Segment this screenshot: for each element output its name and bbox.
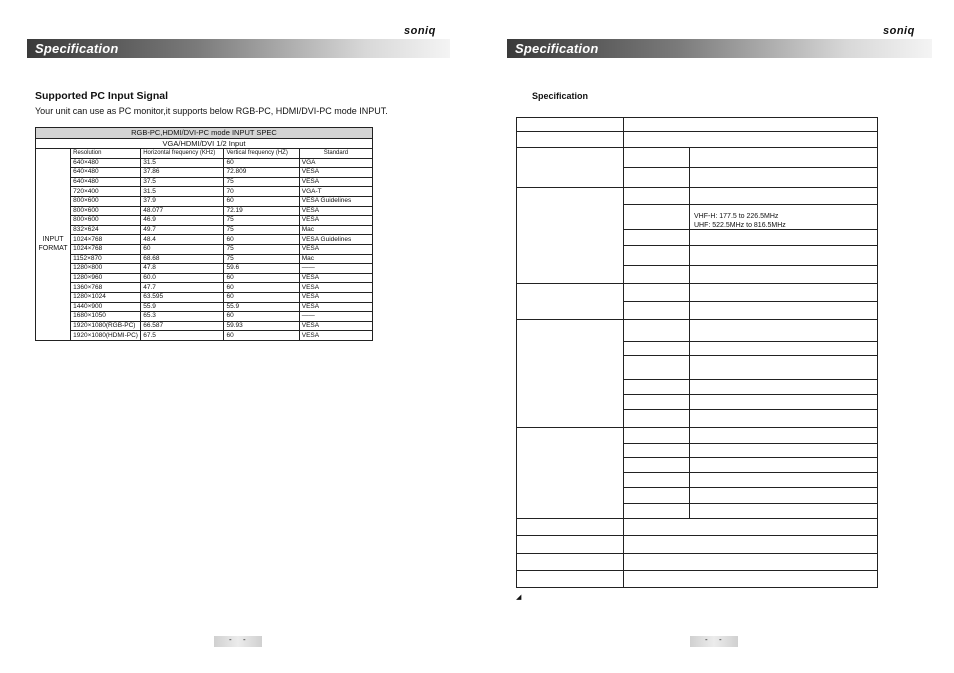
cell-vertical: 60 — [224, 196, 299, 206]
table-row — [36, 273, 373, 283]
table-row — [36, 264, 373, 274]
grid-row-line — [623, 379, 878, 380]
cell-horizontal: 37.5 — [141, 177, 224, 187]
right-page — [477, 0, 954, 673]
cell-standard: —— — [299, 264, 372, 274]
grid-row-line — [516, 147, 878, 148]
cell-resolution: 1680×1050 — [71, 312, 141, 322]
table-row — [36, 254, 373, 264]
cell-resolution: 1280×800 — [71, 264, 141, 274]
cell-horizontal: 46.9 — [141, 216, 224, 226]
intro-text: Your unit can use as PC monitor,it supports below RGB-PC, HDMI/DVI-PC mode INPUT. — [35, 106, 388, 116]
table-title: RGB-PC,HDMI/DVI-PC mode INPUT SPEC — [36, 128, 373, 139]
col-header-resolution: Resolution — [71, 149, 141, 159]
table-row — [36, 321, 373, 331]
cell-standard: Mac — [299, 254, 372, 264]
cell-vertical: 75 — [224, 254, 299, 264]
table-row — [36, 283, 373, 293]
cell-vertical: 60 — [224, 312, 299, 322]
brand-logo: soniq — [404, 25, 436, 37]
grid-row-line — [516, 570, 878, 571]
cell-vertical: 75 — [224, 225, 299, 235]
cell-vertical: 60 — [224, 331, 299, 341]
grid-row-line — [516, 518, 878, 519]
table-row — [36, 292, 373, 302]
cell-standard: —— — [299, 312, 372, 322]
section-title: Supported PC Input Signal — [35, 90, 168, 102]
table-row — [36, 168, 373, 178]
grid-row-line — [623, 167, 878, 168]
cell-vertical: 60 — [224, 235, 299, 245]
cell-standard: VESA — [299, 216, 372, 226]
cell-horizontal: 67.5 — [141, 331, 224, 341]
spec-title: Specification — [532, 91, 589, 101]
table-row — [36, 235, 373, 245]
cell-standard: VESA Guidelines — [299, 196, 372, 206]
cell-resolution: 1280×960 — [71, 273, 141, 283]
grid-row-line — [516, 535, 878, 536]
grid-row-line — [516, 131, 878, 132]
table-row — [36, 187, 373, 197]
cell-resolution: 1920×1080(RGB-PC) — [71, 321, 141, 331]
grid-row-line — [623, 355, 878, 356]
header-title: Specification — [35, 41, 119, 56]
col-header-horizontal: Horizontal frequency (KHz) — [141, 149, 224, 159]
grid-border-top — [516, 117, 878, 118]
cell-horizontal: 37.9 — [141, 196, 224, 206]
grid-row-line — [623, 487, 878, 488]
cell-vertical: 60 — [224, 292, 299, 302]
cell-standard: VESA — [299, 206, 372, 216]
grid-col-divider — [689, 187, 690, 283]
cell-vertical: 60 — [224, 273, 299, 283]
cell-vertical: 70 — [224, 187, 299, 197]
cell-standard: VESA — [299, 321, 372, 331]
cell-resolution: 1440×900 — [71, 302, 141, 312]
cell-vertical: 59.93 — [224, 321, 299, 331]
cell-standard: VESA Guidelines — [299, 235, 372, 245]
grid-col-divider — [689, 319, 690, 427]
brand-logo: soniq — [883, 25, 915, 37]
grid-row-line — [623, 443, 878, 444]
cell-horizontal: 68.68 — [141, 254, 224, 264]
table-header-row — [36, 149, 373, 159]
cell-resolution: 720×400 — [71, 187, 141, 197]
input-format-label: INPUT FORMAT — [36, 149, 71, 341]
table-row — [36, 302, 373, 312]
tuner-range-text — [694, 213, 786, 230]
cell-standard: VESA — [299, 292, 372, 302]
grid-row-line — [623, 204, 878, 205]
cell-standard: VESA — [299, 244, 372, 254]
table-row — [36, 312, 373, 322]
cell-standard: VESA — [299, 168, 372, 178]
cell-standard: VESA — [299, 302, 372, 312]
grid-row-line — [623, 472, 878, 473]
grid-row-line — [623, 409, 878, 410]
cell-resolution: 1280×1024 — [71, 292, 141, 302]
cell-horizontal: 47.8 — [141, 264, 224, 274]
page-number-dash: - — [719, 635, 722, 644]
cell-resolution: 1024×768 — [71, 235, 141, 245]
table-row — [36, 244, 373, 254]
cell-vertical: 75 — [224, 244, 299, 254]
cell-vertical: 75 — [224, 216, 299, 226]
table-row — [36, 216, 373, 226]
page-number-dash: - — [229, 635, 232, 644]
col-header-standard: Standard — [299, 149, 372, 159]
cell-horizontal: 60.0 — [141, 273, 224, 283]
page-number — [690, 636, 738, 647]
grid-row-line — [623, 341, 878, 342]
page-number — [214, 636, 262, 647]
cell-vertical: 72.809 — [224, 168, 299, 178]
grid-row-line — [516, 427, 878, 428]
table-row — [36, 206, 373, 216]
grid-row-line — [516, 319, 878, 320]
table-row — [36, 158, 373, 168]
cell-vertical: 75 — [224, 177, 299, 187]
cell-horizontal: 37.86 — [141, 168, 224, 178]
cell-horizontal: 55.9 — [141, 302, 224, 312]
cell-resolution: 1920×1080(HDMI-PC) — [71, 331, 141, 341]
input-spec-table — [35, 127, 373, 341]
cell-resolution: 1024×768 — [71, 244, 141, 254]
cell-horizontal: 49.7 — [141, 225, 224, 235]
grid-row-line — [623, 457, 878, 458]
header-title: Specification — [515, 41, 599, 56]
cell-vertical: 59.6 — [224, 264, 299, 274]
cell-horizontal: 48.4 — [141, 235, 224, 245]
col-header-vertical: Vertical frequency (HZ) — [224, 149, 299, 159]
cell-resolution: 640×480 — [71, 168, 141, 178]
cell-standard: VESA — [299, 273, 372, 283]
cell-standard: VESA — [299, 283, 372, 293]
table-row — [36, 225, 373, 235]
grid-row-line — [623, 503, 878, 504]
cell-vertical: 72.19 — [224, 206, 299, 216]
cell-standard: VGA — [299, 158, 372, 168]
note-arrow-icon: ◢ — [516, 594, 522, 601]
cell-resolution: 832×624 — [71, 225, 141, 235]
cell-standard: VGA-T — [299, 187, 372, 197]
cell-horizontal: 65.3 — [141, 312, 224, 322]
cell-resolution: 800×600 — [71, 216, 141, 226]
header-bar — [507, 39, 932, 58]
cell-horizontal: 31.5 — [141, 158, 224, 168]
cell-horizontal: 48.077 — [141, 206, 224, 216]
grid-row-line — [516, 283, 878, 284]
grid-row-line — [623, 394, 878, 395]
cell-standard: Mac — [299, 225, 372, 235]
grid-row-line — [623, 265, 878, 266]
cell-vertical: 60 — [224, 283, 299, 293]
table-row — [36, 196, 373, 206]
tuner-vhf-text: VHF-H: 177.5 to 226.5MHz — [694, 213, 779, 220]
cell-resolution: 1152×870 — [71, 254, 141, 264]
table-subtitle: VGA/HDMI/DVI 1/2 Input — [36, 139, 373, 149]
cell-horizontal: 47.7 — [141, 283, 224, 293]
cell-horizontal: 63.595 — [141, 292, 224, 302]
cell-resolution: 640×480 — [71, 158, 141, 168]
header-bar — [27, 39, 450, 58]
table-row — [36, 177, 373, 187]
grid-row-line — [623, 245, 878, 246]
page-number-dash: - — [243, 635, 246, 644]
cell-standard: VESA — [299, 331, 372, 341]
specification-table — [516, 117, 878, 588]
cell-horizontal: 60 — [141, 244, 224, 254]
grid-row-line — [516, 553, 878, 554]
cell-vertical: 60 — [224, 158, 299, 168]
grid-row-line — [623, 301, 878, 302]
page-number-dash: - — [705, 635, 708, 644]
cell-resolution: 640×480 — [71, 177, 141, 187]
grid-border-bottom — [516, 587, 878, 588]
cell-resolution: 1360×768 — [71, 283, 141, 293]
cell-horizontal: 66.587 — [141, 321, 224, 331]
cell-horizontal: 31.5 — [141, 187, 224, 197]
cell-standard: VESA — [299, 177, 372, 187]
cell-resolution: 800×600 — [71, 196, 141, 206]
cell-vertical: 55.9 — [224, 302, 299, 312]
tuner-uhf-text: UHF: 522.5MHz to 816.5MHz — [694, 221, 786, 229]
cell-resolution: 800×600 — [71, 206, 141, 216]
grid-row-line — [516, 187, 878, 188]
table-row — [36, 331, 373, 341]
